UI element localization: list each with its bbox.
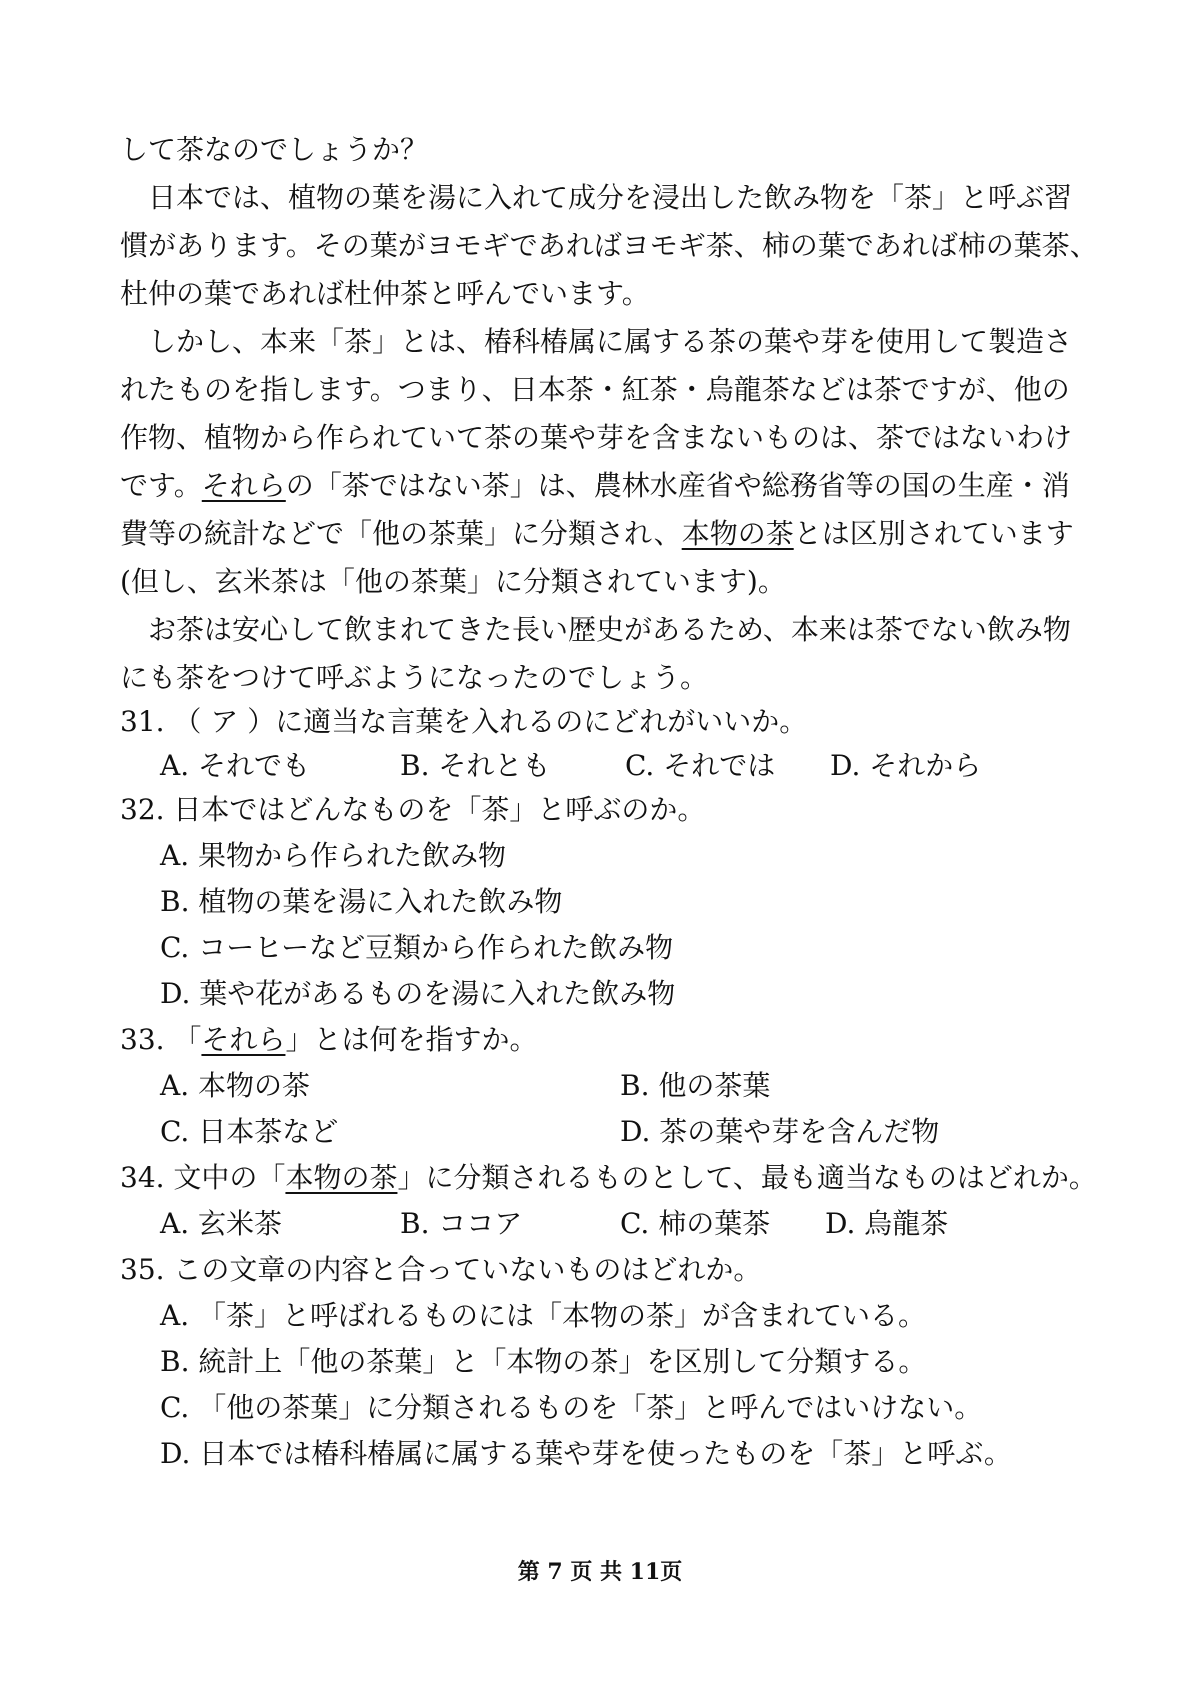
q32-option-a[interactable]: A. 果物から作られた飲み物 (160, 839, 507, 872)
question-32-stem: 32. 日本ではどんなものを「茶」と呼ぶのか。 (120, 793, 706, 826)
q34-option-c[interactable]: C. 柿の葉茶 (620, 1207, 771, 1240)
underlined-sorera: それら (201, 469, 286, 502)
q35-option-d[interactable]: D. 日本では椿科椿属に属する葉や芽を使ったものを「茶」と呼ぶ。 (160, 1437, 1012, 1470)
passage-line: 慣があります。その葉がヨモギであればヨモギ茶、柿の葉であれば柿の葉茶、 (120, 229, 1098, 262)
q34-option-a[interactable]: A. 玄米茶 (160, 1207, 283, 1240)
q33-option-a[interactable]: A. 本物の茶 (160, 1069, 311, 1102)
passage-line: 作物、植物から作られていて茶の葉や芽を含まないものは、茶ではないわけ (120, 421, 1073, 454)
underlined-honmono-no-cha: 本物の茶 (681, 517, 794, 550)
q33-option-c[interactable]: C. 日本茶など (160, 1115, 339, 1148)
q34-underlined-word: 本物の茶 (285, 1161, 398, 1194)
q33-underlined-word: それら (201, 1023, 286, 1056)
passage-text: の「茶ではない茶」は、農林水産省や総務省等の国の生産・消 (285, 469, 1070, 502)
q35-option-b[interactable]: B. 統計上「他の茶葉」と「本物の茶」を区別して分類する。 (160, 1345, 927, 1378)
passage-text: とは区別されています (793, 517, 1074, 550)
question-31-stem: 31. （ ア ）に適当な言葉を入れるのにどれがいいか。 (120, 705, 808, 738)
q35-option-c[interactable]: C. 「他の茶葉」に分類されるものを「茶」と呼んではいけない。 (160, 1391, 983, 1424)
q32-option-d[interactable]: D. 葉や花があるものを湯に入れた飲み物 (160, 977, 676, 1010)
passage-line: にも茶をつけて呼ぶようになったのでしょう。 (120, 661, 709, 694)
q31-option-c[interactable]: C. それでは (625, 749, 776, 782)
q35-option-a[interactable]: A. 「茶」と呼ばれるものには「本物の茶」が含まれている。 (160, 1299, 927, 1332)
q34-stem-text: 34. 文中の「 (120, 1161, 286, 1194)
question-35-stem: 35. この文章の内容と合っていないものはどれか。 (120, 1253, 762, 1286)
passage-line (120, 466, 1070, 506)
q33-stem-text: 」とは何を指すか。 (285, 1023, 538, 1056)
q31-option-d[interactable]: D. それから (830, 749, 982, 782)
q32-option-b[interactable]: B. 植物の葉を湯に入れた飲み物 (160, 885, 563, 918)
page-number-footer: 第 7 页 共 11页 (517, 1559, 683, 1585)
q31-option-a[interactable]: A. それでも (160, 749, 311, 782)
q34-stem-text: 」に分類されるものとして、最も適当なものはどれか。 (397, 1161, 1097, 1194)
passage-text: です。 (120, 469, 202, 502)
passage-line: して茶なのでしょうか？ (120, 133, 429, 166)
q33-stem-text: 33. 「 (120, 1023, 202, 1056)
passage-text: 費等の統計などで「他の茶葉」に分類され、 (120, 517, 682, 550)
question-34-stem (120, 1158, 1097, 1198)
passage-line (120, 514, 1074, 554)
q33-option-d[interactable]: D. 茶の葉や芽を含んだ物 (620, 1115, 940, 1148)
q34-option-b[interactable]: B. ココア (400, 1207, 523, 1240)
passage-line: 日本では、植物の葉を湯に入れて成分を浸出した飲み物を「茶」と呼ぶ習 (120, 181, 1073, 214)
passage-line: (但し、玄米茶は「他の茶葉」に分類されています)。 (120, 565, 786, 598)
passage-line: しかし、本来「茶」とは、椿科椿属に属する茶の葉や芽を使用して製造さ (120, 325, 1073, 358)
passage-line: お茶は安心して飲まれてきた長い歴史があるため、本来は茶でない飲み物 (120, 613, 1071, 646)
q33-option-b[interactable]: B. 他の茶葉 (620, 1069, 771, 1102)
passage-line: れたものを指します。つまり、日本茶・紅茶・烏龍茶などは茶ですが、他の (120, 373, 1070, 406)
q34-option-d[interactable]: D. 烏龍茶 (825, 1207, 949, 1240)
q32-option-c[interactable]: C. コーヒーなど豆類から作られた飲み物 (160, 931, 674, 964)
passage-line: 杜仲の葉であれば杜仲茶と呼んでいます。 (120, 277, 650, 310)
q31-option-b[interactable]: B. それとも (400, 749, 551, 782)
question-33-stem (120, 1020, 537, 1060)
